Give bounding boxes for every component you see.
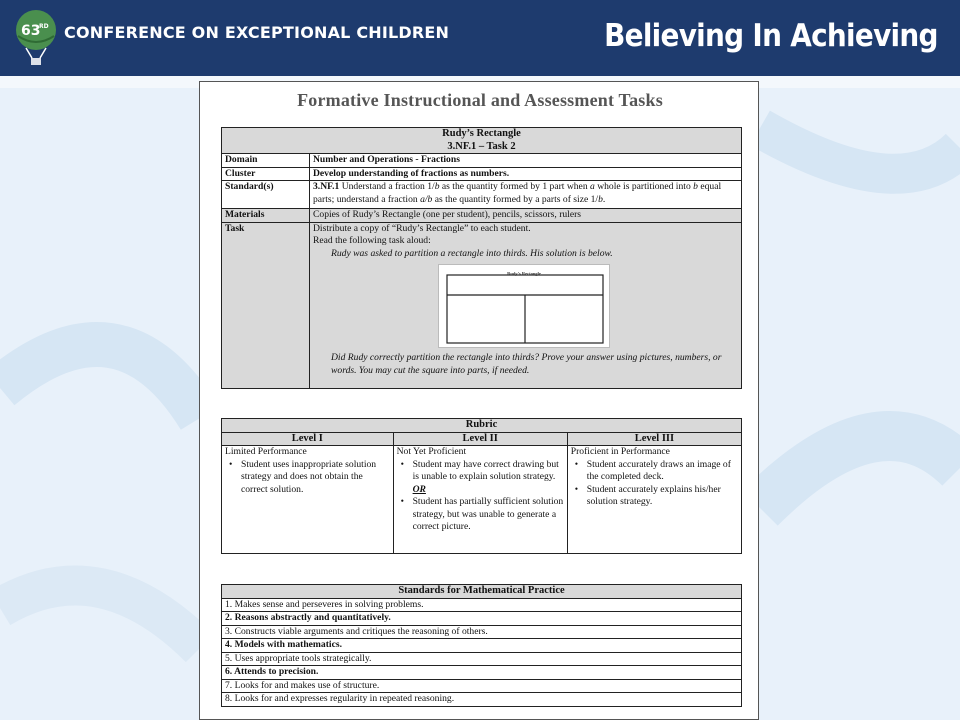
figure-caption: Rudy’s Rectangle [507,271,541,276]
practice-item: 6. Attends to precision. [222,666,742,680]
level-2-heading: Level II [393,432,567,446]
document-page [199,81,759,720]
level-summary: Not Yet Proficient [396,446,467,457]
standard-text: whole is partitioned into [594,181,694,192]
task-body [310,222,742,388]
standard-text: equal parts; understand a fraction [313,181,722,205]
rubric-table [221,418,742,554]
header-banner [0,0,960,76]
math-practices-table [221,584,742,707]
standards-label: Standard(s) [222,181,310,209]
domain-row [222,154,742,168]
standard-var: b [693,181,698,192]
conference-title: CONFERENCE ON EXCEPTIONAL CHILDREN [64,23,450,42]
level-1-cell [222,446,394,554]
standards-row [222,181,742,209]
task-row [222,222,742,388]
rubric-bullet: • Student accurately draws an image of the completed deck. [587,459,738,484]
standard-text: as the quantity formed by 1 part when [439,181,591,192]
practice-item: 4. Models with mathematics. [222,639,742,653]
or-connector: OR [412,483,426,495]
standard-text: . [602,193,606,205]
level-summary: Limited Performance [225,446,307,457]
standard-var: b [434,181,440,192]
practice-item: 7. Looks for and makes use of structure. [222,679,742,693]
standard-code: 3.NF.1 [313,181,340,192]
practice-item: 3. Constructs viable arguments and critiques the reasoning of others. [222,625,742,639]
materials-row [222,209,742,223]
rubric-bullet: • Student uses inappropriate solution strategy and does not obtain the correct solution. [241,459,390,497]
standard-var: a/b [420,193,433,205]
standard-var: a [590,181,595,192]
task-prompt: Rudy was asked to partition a rectangle into thirds. His solution is below. [331,247,613,259]
rudys-rectangle-figure [438,264,610,348]
standards-value [310,181,742,209]
task-label: Task [222,222,310,388]
task-code: 3.NF.1 – Task 2 [447,140,516,152]
task-table [221,127,742,389]
level-3-heading: Level III [567,432,741,446]
domain-value: Number and Operations - Fractions [310,154,742,168]
level-summary: Proficient in Performance [570,446,670,457]
logo-number: 63 [21,23,41,39]
practices-title: Standards for Mathematical Practice [222,585,742,599]
cluster-row [222,167,742,181]
rubric-bullet: • Student accurately explains his/her solution strategy. [587,484,738,509]
standard-text: as the quantity formed by a parts of size 1/ [432,193,599,205]
level-2-cell [393,446,567,554]
rubric-bullet: • Student has partially sufficient solution strategy, but was unable to generate a correct picture. [413,496,564,534]
standard-var: b [598,193,603,205]
task-question: Did Rudy correctly partition the rectangle into thirds? Prove your answer using pictures, numbers, or words. You may cut the square into parts, if needed. [331,352,722,376]
practice-item: 5. Uses appropriate tools strategically. [222,652,742,666]
cluster-label: Cluster [222,167,310,181]
rubric-title: Rubric [222,419,742,433]
document-title: Formative Instructional and Assessment Tasks [297,90,663,110]
balloon-logo-icon [14,8,58,68]
level-3-cell [567,446,741,554]
practice-item: 1. Makes sense and perseveres in solving problems. [222,598,742,612]
domain-label: Domain [222,154,310,168]
practice-item: 2. Reasons abstractly and quantitatively. [222,612,742,626]
tagline: Believing In Achieving [604,18,938,54]
practice-item: 8. Looks for and expresses regularity in repeated reasoning. [222,693,742,707]
level-1-heading: Level I [222,432,394,446]
logo-suffix: RD [39,23,49,30]
materials-value: Copies of Rudy’s Rectangle (one per student), pencils, scissors, rulers [310,209,742,223]
standard-text: Understand a fraction 1/ [339,181,435,192]
rubric-bullet-text: Student may have correct drawing but is unable to explain solution strategy. [412,458,559,482]
cluster-value: Develop understanding of fractions as numbers. [310,167,742,181]
rubric-bullet [413,459,564,497]
materials-label: Materials [222,209,310,223]
task-line: Read the following task aloud: [313,235,431,246]
task-header [222,128,742,154]
task-line: Distribute a copy of “Rudy’s Rectangle” to each student. [313,222,531,234]
task-name: Rudy’s Rectangle [442,128,521,139]
